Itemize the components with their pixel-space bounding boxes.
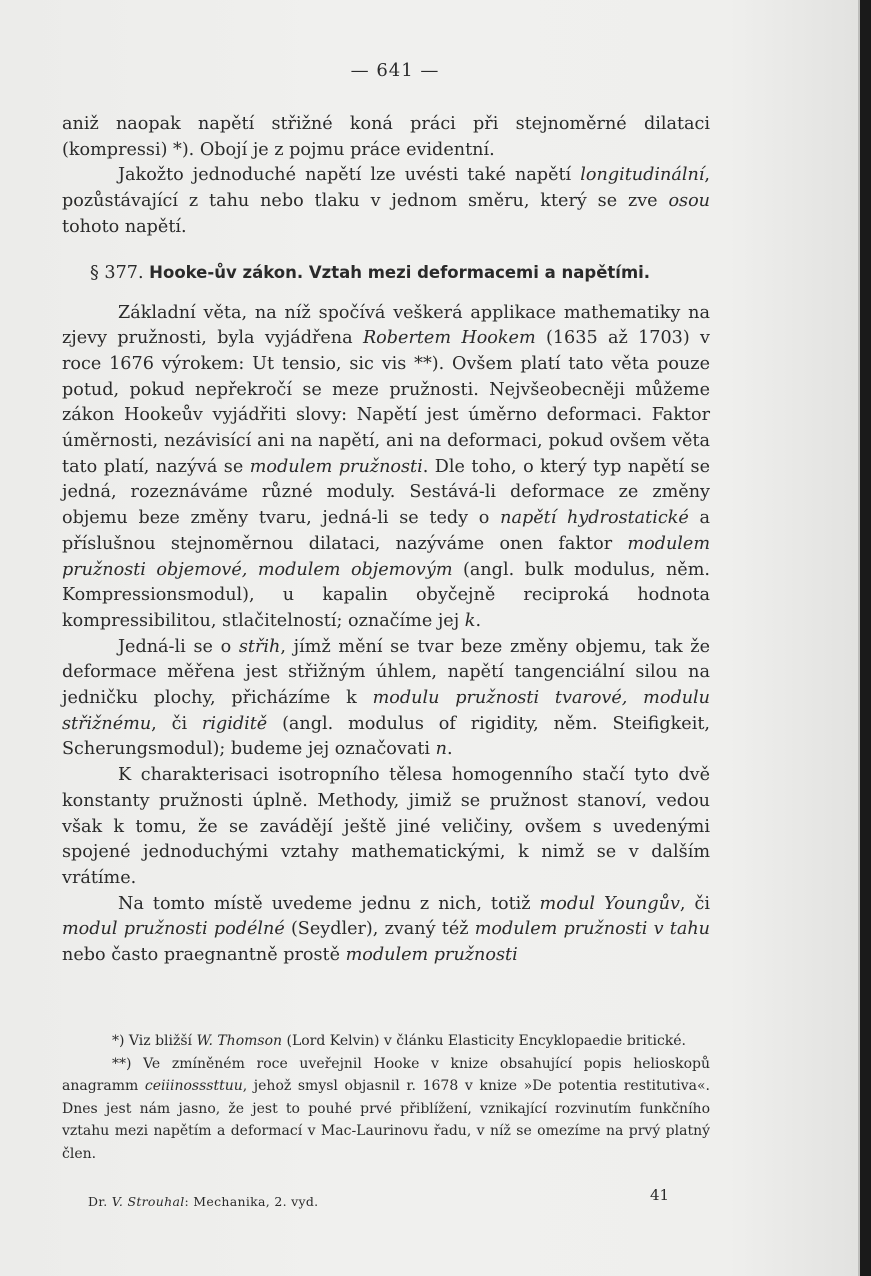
text-run: , pozůstávající z tahu nebo tlaku v jednom směru, který se zve [62, 165, 710, 212]
text-run: (Lord Kelvin) v článku Elasticity Encyklopaedie britické. [282, 1033, 687, 1049]
italic-term: modulem pružnosti [249, 456, 423, 477]
italic-term: osou [668, 191, 710, 212]
section-heading [62, 261, 710, 285]
text-run: a příslušnou stejnoměrnou dilataci, nazýváme onen faktor [62, 508, 710, 554]
italic-term: modulem pružnosti v tahu [474, 919, 711, 940]
paragraph-shear [62, 635, 710, 764]
text-run: . [446, 739, 453, 760]
text-run: (Seydler), zvaný též [284, 919, 475, 940]
page-number-header: — 641 — [350, 60, 440, 81]
footer-citation [88, 1194, 318, 1209]
italic-term: modulem pružnosti objemové, modulem objemovým [62, 533, 710, 580]
text-run: (angl. modulus of rigidity, něm. Steifigkeit, Scherungsmodul); budeme jej označovati [62, 713, 710, 760]
paragraph-hooke-law [62, 301, 710, 635]
italic-term: longitudinální [580, 165, 705, 186]
main-text [62, 112, 710, 969]
text-run: *) Viz bližší [112, 1033, 197, 1049]
italic-term: Robertem Hookem [362, 328, 536, 349]
text-run: Na tomto místě uvedeme jednu z nich, totiž [118, 893, 540, 914]
footnote-2 [62, 1053, 710, 1166]
footnotes [62, 1030, 710, 1165]
text-run: nebo často praegnantně prostě [62, 945, 346, 966]
section-title: Hooke-ův zákon. Vztah mezi deformacemi a napětími. [149, 262, 651, 282]
italic-term: modul Youngův [539, 893, 680, 914]
sheet-signature: 41 [650, 1186, 670, 1204]
italic-term: k [464, 610, 476, 631]
italic-term: napětí hydrostatické [500, 508, 689, 529]
text-run: Dr. [88, 1194, 112, 1209]
text-run: Jakožto jednoduché napětí lze uvésti také napětí [118, 165, 581, 186]
italic-term: modulem pružnosti [345, 945, 518, 966]
text-run: (angl. bulk modulus, něm. Kompressionsmodul), u kapalin obyčejně reciproká hodnota kompressibilitou, stlačitelností; označíme jej [62, 559, 710, 631]
text-run: (1635 až 1703) v roce 1676 výrokem: Ut tensio, sic vis **). Ovšem platí tato věta pouze potud, pokud nepřekročí se meze pružnosti. Nejvšeobecněji můžeme zákon Hookeův vyjádřiti slovy: Napětí jest úměrno deformaci. Faktor úměrnosti, nezávisící ani na napětí, ani na deformaci, pokud ovšem věta tato platí, nazývá se [62, 328, 710, 477]
paragraph-young-modulus [62, 892, 710, 969]
scan-edge [860, 0, 871, 1276]
text-run: : Mechanika, 2. vyd. [184, 1194, 319, 1209]
italic-term: rigiditě [201, 713, 268, 734]
paragraph-isotropic: K charakterisaci isotropního tělesa homogenního stačí tyto dvě konstanty pružnosti úplně. Methody, jimiž se pružnost stanoví, vedou však k tomu, že se zavádějí ještě jiné veličiny, ovšem s uvedenými spojené jednoduchými vztahy mathematickými, k nimž se v dalším vrátíme. [62, 765, 710, 888]
italic-term: ceiiinosssttuu [144, 1078, 243, 1094]
section-number: § 377. [90, 262, 144, 283]
text-run: Základní věta, na níž spočívá veškerá applikace mathematiky na zjevy pružnosti, byla vyjádřena [62, 302, 710, 349]
paragraph-continuation: aniž naopak napětí střižné koná práci při stejnoměrné dilataci (kompressi) *). Obojí je z pojmu práce evidentní. [62, 114, 710, 160]
text-run: tohoto napětí. [62, 216, 187, 237]
text-run: **) Ve zmíněném roce uveřejnil Hooke v knize obsahující popis helioskopů anagramm [62, 1055, 710, 1094]
italic-term: W. Thomson [196, 1033, 283, 1049]
italic-term: modul pružnosti podélné [62, 919, 285, 940]
text-run: Jedná-li se o [118, 636, 239, 657]
paragraph-longitudinal [62, 163, 710, 240]
italic-term: modulu pružnosti tvarové, modulu střižnému [62, 688, 710, 734]
text-run: . [475, 610, 482, 631]
text-run: , jehož smysl objasnil r. 1678 v knize »De potentia restitutiva«. Dnes jest nám jasno, že jest to pouhé prvé přiblížení, vznikající rozvinutím funkčního vztahu mezi napětím a deformací v Mac-Laurinovu řadu, v níž se omezíme na prvý platný člen. [62, 1078, 710, 1162]
italic-term: střih [238, 636, 281, 657]
italic-term: n [435, 739, 447, 760]
italic-term: V. Strouhal [111, 1194, 185, 1209]
footnote-1 [62, 1030, 710, 1053]
text-run: . Dle toho, o který typ napětí se jedná, rozeznáváme různé moduly. Sestává-li deformace ze změny objemu beze změny tvaru, jedná-li se tedy o [62, 456, 710, 529]
text-run: , jímž mění se tvar beze změny objemu, tak že deformace měřena jest střižným úhlem, napětí tangenciální silou na jedničku plochy, přicházíme k [62, 636, 710, 709]
text-run: , či [151, 713, 202, 734]
text-run: , či [679, 893, 710, 914]
